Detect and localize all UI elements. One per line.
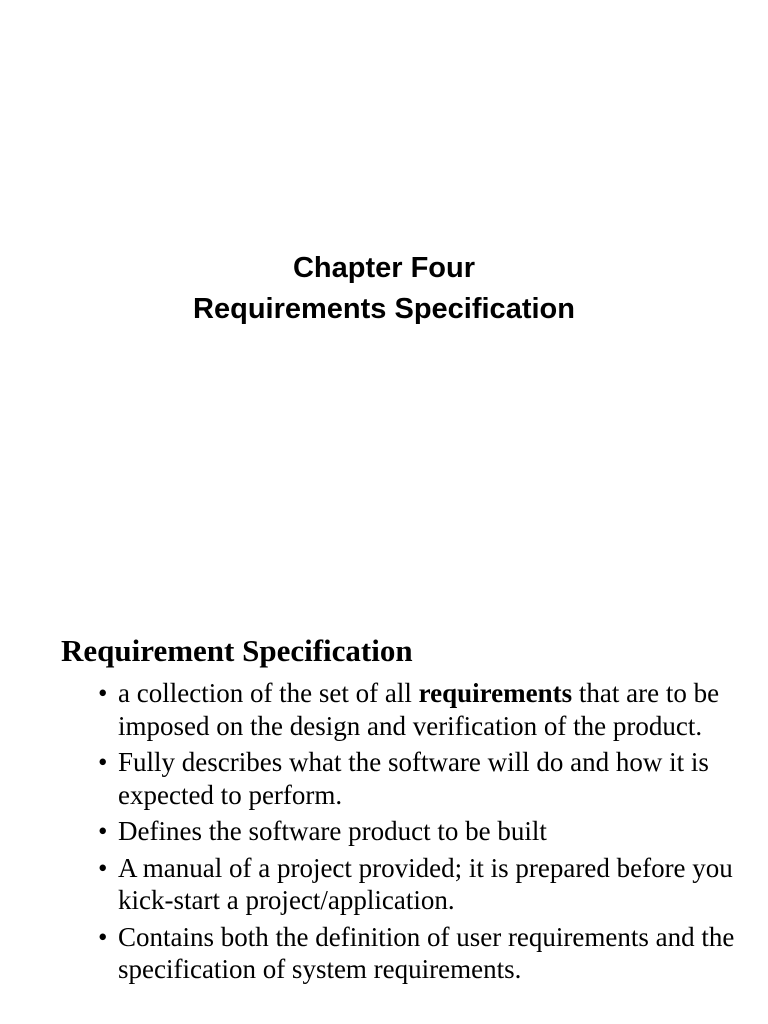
bullet-item — [0, 921, 768, 986]
bullet-dot: • — [98, 747, 108, 777]
bullet-text: that are to be imposed on the design and verification of the product. — [118, 678, 720, 741]
bullet-bold-text: requirements — [418, 678, 573, 708]
bullet-text: a collection of the set of all — [118, 678, 419, 708]
bullet-dot: • — [98, 921, 108, 952]
chapter-subtitle: Requirements Specification — [193, 293, 575, 325]
content-slide — [0, 620, 768, 1024]
bullet-item — [0, 815, 768, 848]
bullet-dot: • — [98, 816, 108, 846]
bullet-text: A manual of a project provided; it is prepared before you kick-start a project/application. — [118, 852, 733, 915]
bullet-dot: • — [98, 678, 108, 708]
bullet-text: Contains both the definition of user requirements and the specification of system requirements. — [118, 921, 735, 984]
bullet-list — [0, 677, 768, 990]
bullet-item — [0, 746, 768, 811]
bullet-text: Defines the software product to be built — [118, 816, 547, 846]
bullet-item — [0, 677, 768, 742]
bullet-text: Fully describes what the software will do and how it is expected to perform. — [118, 747, 709, 810]
bullet-item — [0, 852, 768, 917]
chapter-title: Chapter Four — [292, 252, 476, 284]
bullet-dot: • — [98, 852, 108, 883]
section-heading: Requirement Specification — [61, 633, 413, 668]
slide-title — [0, 248, 768, 330]
